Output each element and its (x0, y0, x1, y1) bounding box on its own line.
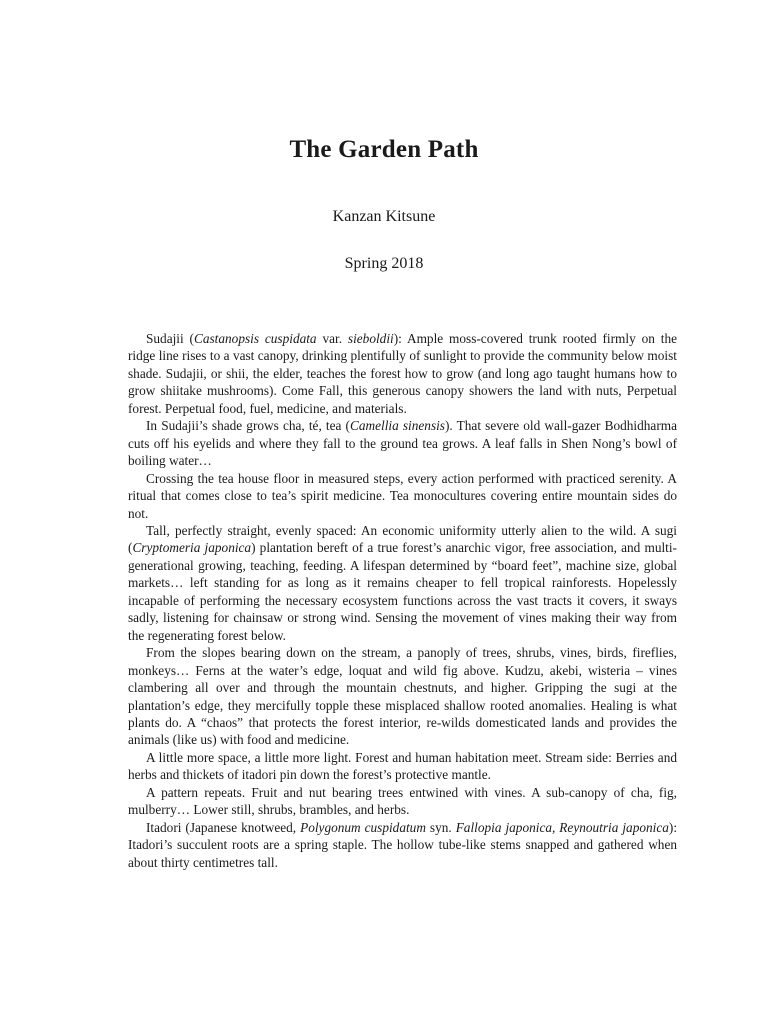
italic-text-run: Castanopsis cuspidata (193, 331, 317, 346)
text-run: Crossing the tea house floor in measured steps, every action performed with practiced serenity. A ritual that comes close to tea’s spirit medicine. Tea monocultures covering entire mountain sides do not. (128, 470, 677, 521)
publication-date: Spring 2018 (344, 255, 424, 272)
text-run: var. (316, 331, 348, 346)
text-run: A little more space, a little more light. Forest and human habitation meet. Stream side: Berries and herbs and thickets of itadori pin down the forest’s protective mantle. (128, 749, 677, 783)
text-run: syn. (425, 819, 456, 835)
italic-text-run: Cryptomeria japonica (132, 540, 252, 556)
text-run: ): Ample moss-covered trunk rooted firmly on the ridge line rises to a vast canopy, drinking plentifully of sunlight to provide the community below moist shade. Sudajii, or shii, the elder, teaches the forest how to grow (and long ago taught humans how to grow shiitake mushrooms). Come Fall, this generous canopy showers the land with nuts, Perpetual forest. Perpetual food, fuel, medicine, and materials. (128, 331, 678, 416)
paragraph (128, 644, 677, 749)
text-run: From the slopes bearing down on the stream, a panoply of trees, shrubs, vines, birds, fireflies, monkeys… Ferns at the water’s edge, loquat and wild fig above. Kudzu, akebi, wisteria – vines clambering all over and through the mountain chestnuts, and higher. Gripping the sugi at the plantation’s edge, they mercifully topple these misplaced shallow rooted anomalies. Healing is what plants do. A “chaos” that protects the forest interior, re-wilds domesticated lands and provides the animals (like us) with food and medicine. (128, 645, 677, 748)
text-run: Tall, perfectly straight, evenly spaced: An economic uniformity utterly alien to the wild. A sugi ( (128, 522, 677, 556)
paragraph (128, 749, 677, 784)
paragraph (128, 784, 677, 819)
paragraph (128, 819, 677, 871)
italic-text-run: Polygonum cuspidatum (300, 819, 426, 835)
author-name: Kanzan Kitsune (332, 208, 436, 225)
italic-text-run: sieboldii (347, 331, 394, 346)
italic-text-run: Camellia sinensis (349, 418, 445, 434)
text-run: Itadori (Japanese knotweed, (146, 819, 301, 835)
text-run: ): Itadori’s succulent roots are a spring staple. The hollow tube-like stems snapped and gathered when about thirty centimetres tall. (128, 819, 678, 870)
text-run: ) plantation bereft of a true forest’s anarchic vigor, free association, and multi-generational growing, teaching, feeding. A lifespan determined by “board feet”, machine size, global markets… left standing for as long as it remains cheaper to fell tropical rainforests. Hopelessly incapable of performing the necessary ecosystem functions across the vast tracts it covers, it sways sadly, listening for chainsaw or strong wind. Sensing the movement of vines making their way from the regenerating forest below. (128, 540, 677, 643)
text-run: ). That severe old wall-gazer Bodhidharma cuts off his eyelids and where they fall to the ground tea grows. A leaf falls in Shen Nong’s bowl of boiling water… (128, 418, 677, 469)
body-text (128, 330, 677, 871)
paragraph (128, 470, 677, 522)
text-run: In Sudajii’s shade grows cha, té, tea ( (146, 418, 350, 434)
paragraph (128, 417, 677, 469)
text-run: A pattern repeats. Fruit and nut bearing trees entwined with vines. A sub-canopy of cha, fig, mulberry… Lower still, shrubs, brambles, and herbs. (128, 784, 677, 818)
text-run: Sudajii ( (146, 331, 194, 346)
page-title: The Garden Path (289, 136, 479, 163)
paragraph (128, 522, 677, 644)
italic-text-run: Fallopia japonica, Reynoutria japonica (455, 819, 669, 835)
paragraph (128, 330, 677, 417)
